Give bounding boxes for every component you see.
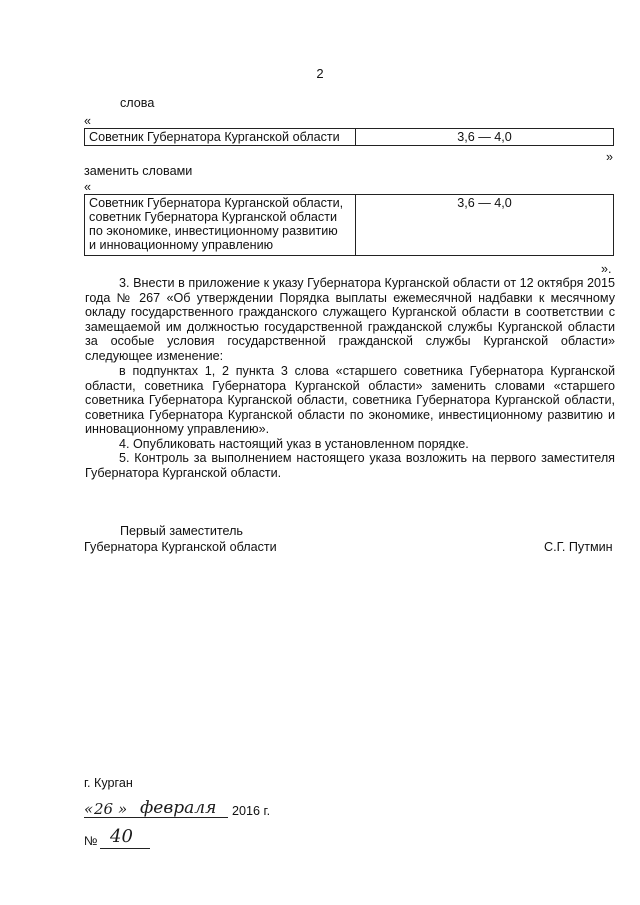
number-underline xyxy=(100,848,150,849)
footer-city: г. Курган xyxy=(84,776,133,790)
date-year: 2016 г. xyxy=(232,804,271,818)
table-row xyxy=(85,129,614,146)
table2-value: 3,6 — 4,0 xyxy=(356,195,614,256)
signature-title-line1: Первый заместитель xyxy=(120,524,243,538)
table1-position: Советник Губернатора Курганской области xyxy=(85,129,356,146)
quote-close-2: ». xyxy=(601,262,612,276)
date-quote-open: « xyxy=(84,800,94,818)
date-quote-close: » xyxy=(118,800,128,818)
intro-word: слова xyxy=(120,96,155,110)
quote-open-2: « xyxy=(84,180,92,194)
paragraph-4: 4. Опубликовать настоящий указ в установленном порядке. xyxy=(119,437,469,451)
paragraph-3-sub: в подпунктах 1, 2 пункта 3 слова «старшего советника Губернатора Курганской области, советника Губернатора Курганской области» заменить словами «старшего советника Губернатора Курганской области, советника Губернатора Курганской области, советника Губернатора Курганской области по экономике, инвестиционному развитию и инновационному управлению». xyxy=(85,364,615,436)
date-month: февраля xyxy=(140,798,217,818)
quote-close-1: » xyxy=(606,150,614,164)
table1-value: 3,6 — 4,0 xyxy=(356,129,614,146)
table-row xyxy=(85,195,614,256)
table2-position-line: Советник Губернатора Курганской области, xyxy=(89,196,344,210)
quote-open-1: « xyxy=(84,114,92,128)
date-underline xyxy=(84,817,228,818)
replace-word: заменить словами xyxy=(84,164,193,178)
table2-position-line: по экономике, инвестиционному развитию xyxy=(89,224,338,238)
comparison-table-2 xyxy=(84,194,614,256)
paragraph-3: 3. Внести в приложение к указу Губернатора Курганской области от 12 октября 2015 года № 267 «Об утверждении Порядка выплаты ежемесячной надбавки к месячному окладу государственного гражданского служащего Курганской области в соответствии с замещаемой им должностью государственной гражданской службы Курганской области за особые условия государственной гражданской службы Курганской области» следующее изменение: xyxy=(85,276,615,363)
comparison-table-1 xyxy=(84,128,614,146)
footer-date xyxy=(84,798,324,820)
table2-position xyxy=(85,195,356,256)
paragraph-5: 5. Контроль за выполнением настоящего указа возложить на первого заместителя Губернатора Курганской области. xyxy=(85,451,615,480)
table2-position-line: советник Губернатора Курганской области xyxy=(89,210,338,224)
page-number: 2 xyxy=(316,66,324,81)
date-day: 26 xyxy=(94,800,114,818)
signature-name: С.Г. Путмин xyxy=(544,540,613,554)
signature-title-line2: Губернатора Курганской области xyxy=(84,540,277,554)
table2-position-line: и инновационному управлению xyxy=(89,238,274,252)
number-label: № xyxy=(84,834,98,848)
number-value: 40 xyxy=(110,826,133,847)
footer-number xyxy=(84,828,174,852)
